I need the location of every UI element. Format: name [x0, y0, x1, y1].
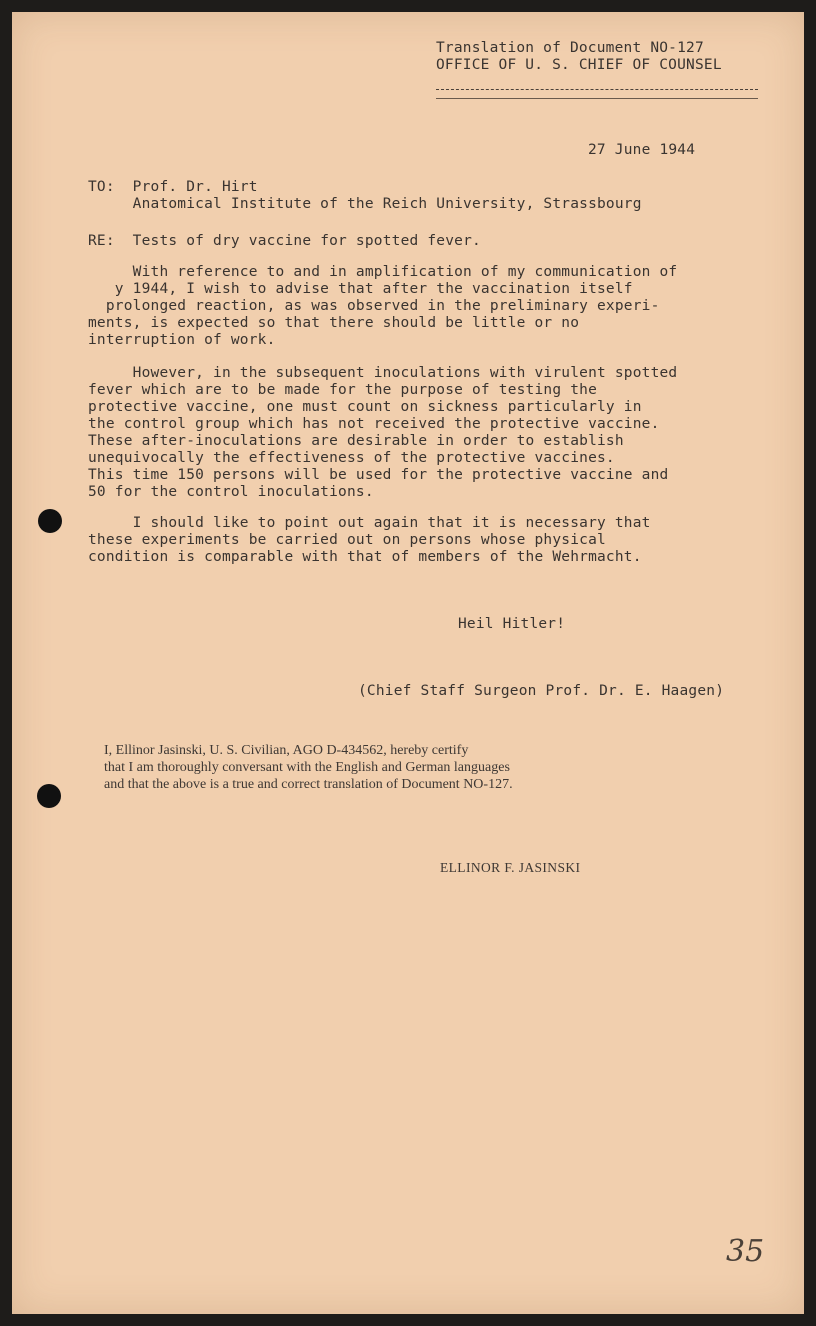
- header-rule: [436, 89, 758, 90]
- document-page: [12, 12, 804, 1314]
- header-office: OFFICE OF U. S. CHIEF OF COUNSEL: [436, 57, 722, 73]
- closing-salutation: Heil Hitler!: [458, 616, 566, 632]
- document-header: [436, 40, 722, 74]
- subject-line: [88, 233, 481, 250]
- signature-line: (Chief Staff Surgeon Prof. Dr. E. Haagen): [358, 683, 725, 699]
- letter-date: 27 June 1944: [588, 142, 696, 158]
- recipient-institution: Anatomical Institute of the Reich University, Strassbourg: [132, 196, 642, 212]
- body-paragraph-2: However, in the subsequent inoculations with virulent spotted fever which are to be made for the purpose of testing the protective vaccine, one must count on sickness particularly in the control group which has not received the protective vaccine. These after-inoculations are desirable in order to establish unequivocally the effectiveness of the protective vaccines. This time 150 persons will be used for the protective vaccine and 50 for the control inoculations.: [88, 365, 678, 500]
- translator-certification: I, Ellinor Jasinski, U. S. Civilian, AGO D-434562, hereby certify that I am thoroughly conversant with the English and German languages and that the above is a true and correct translation of Document NO-127.: [104, 743, 513, 792]
- subject-text: Tests of dry vaccine for spotted fever.: [132, 233, 481, 249]
- body-paragraph-3: I should like to point out again that it is necessary that these experiments be carried out on persons whose physical condition is comparable with that of members of the Wehrmacht.: [88, 515, 651, 565]
- re-label: RE:: [88, 233, 115, 249]
- to-label: TO:: [88, 179, 115, 195]
- translator-name: ELLINOR F. JASINSKI: [440, 860, 581, 875]
- recipient-block: [88, 179, 642, 213]
- header-rule-2: [436, 98, 758, 99]
- punch-hole-icon: [38, 509, 62, 533]
- body-paragraph-1: With reference to and in amplification of my communication of y 1944, I wish to advise that after the vaccination itself prolonged reaction, as was observed in the preliminary experi- ments, is expected so that there should be little or no interruption of work.: [88, 264, 678, 348]
- handwritten-page-number: 35: [726, 1234, 765, 1269]
- punch-hole-icon: [37, 784, 61, 808]
- header-title: Translation of Document NO-127: [436, 40, 704, 56]
- recipient-name: Prof. Dr. Hirt: [132, 179, 258, 195]
